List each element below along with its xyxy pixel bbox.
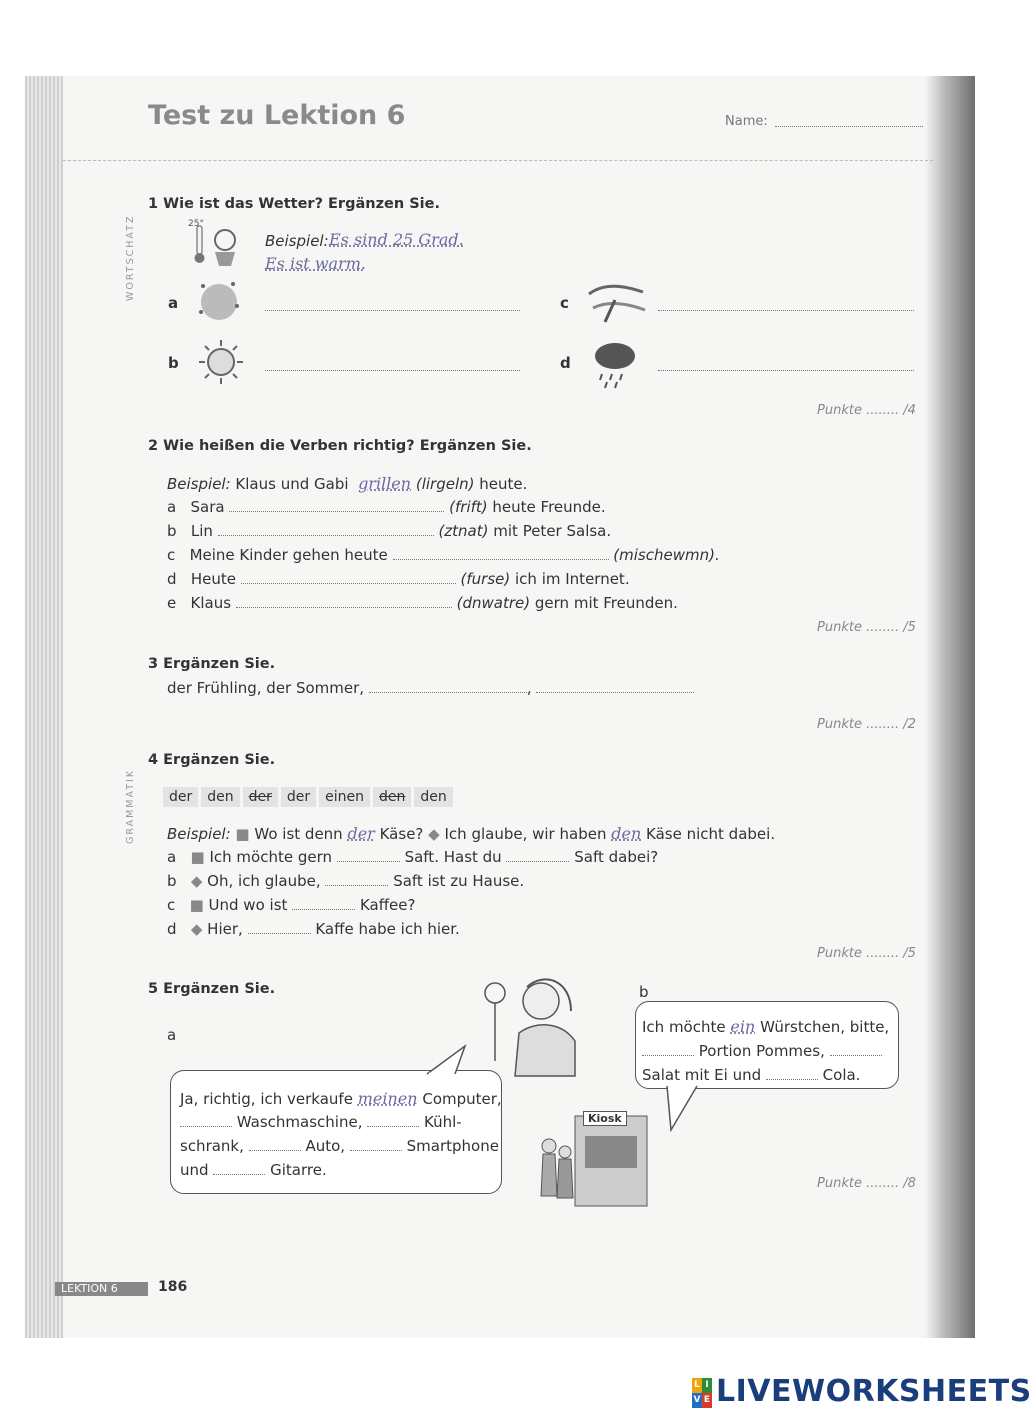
lesson-footer-tab: LEKTION 6 [55, 1282, 148, 1296]
ex2-answer-d[interactable] [241, 571, 456, 584]
ex5-a-answer-5[interactable] [213, 1162, 265, 1175]
square-bullet-icon: ■ [235, 825, 250, 843]
ex1-points: Punkte ........ /4 [817, 403, 916, 418]
ex1-letter-a: a [168, 294, 179, 312]
ex1-answer-b[interactable] [265, 358, 520, 371]
ex1-example-answer-2: Es ist warm. [265, 254, 366, 273]
ex5-a-answer-2[interactable] [367, 1114, 419, 1127]
word-chip-used: den [373, 787, 411, 807]
name-field[interactable] [775, 114, 923, 127]
ex2-points: Punkte ........ /5 [817, 620, 916, 635]
bubble-b-line-2: Portion Pommes, [642, 1042, 882, 1060]
ex3-line: der Frühling, der Sommer, , [167, 679, 694, 697]
ex5-a-answer-4[interactable] [350, 1138, 402, 1151]
page-number: 186 [158, 1279, 188, 1295]
ex3-points: Punkte ........ /2 [817, 717, 916, 732]
ex1-example-label: Beispiel: [265, 232, 329, 250]
ex5-a-answer-1[interactable] [180, 1114, 232, 1127]
ex5-a-answer-3[interactable] [249, 1138, 301, 1151]
page-title: Test zu Lektion 6 [148, 100, 406, 131]
word-chip: den [414, 787, 452, 807]
temperature-label: 25° [188, 219, 204, 229]
worksheet-page [25, 76, 975, 1338]
sun-icon [197, 338, 249, 386]
word-chip: der [163, 787, 198, 807]
ex3-answer-1[interactable] [369, 680, 527, 693]
bubble-b-line-3: Salat mit Ei und Cola. [642, 1066, 861, 1084]
word-chip-used: der [243, 787, 278, 807]
ex2-example: Beispiel: Klaus und Gabi grillen (lirgeln) heute. [167, 474, 528, 493]
book-spine [25, 76, 63, 1338]
ex2-heading: 2 Wie heißen die Verben richtig? Ergänzen Sie. [148, 438, 532, 454]
side-label-vocab: WORTSCHATZ [125, 214, 136, 301]
word-chip: einen [319, 787, 370, 807]
ex1-heading: 1 Wie ist das Wetter? Ergänzen Sie. [148, 196, 440, 212]
snow-icon [193, 276, 245, 328]
diamond-bullet-icon: ◆ [190, 920, 203, 938]
ex1-example-answer-1: Es sind 25 Grad. [329, 230, 464, 249]
ex4-item-a: a ■ Ich möchte gern Saft. Hast du Saft dabei? [167, 848, 659, 866]
ex5-heading: 5 Ergänzen Sie. [148, 981, 276, 997]
ex4-answer-b[interactable] [325, 873, 388, 886]
ex5-label-a: a [167, 1026, 177, 1044]
bubble-a-line-3: schrank, Auto, Smartphone [180, 1137, 499, 1155]
ex2-answer-c[interactable] [393, 547, 609, 560]
kiosk-sign: Kiosk [583, 1111, 627, 1126]
ex4-item-b: b ◆ Oh, ich glaube, Saft ist zu Hause. [167, 872, 525, 890]
ex4-points: Punkte ........ /5 [817, 946, 916, 961]
bubble-a-line-2: Waschmaschine, Kühl- [180, 1113, 462, 1131]
diamond-bullet-icon: ◆ [190, 872, 203, 890]
logo-cell: I [702, 1378, 712, 1393]
ex1-letter-d: d [560, 354, 571, 372]
ex4-item-d: d ◆ Hier, Kaffe habe ich hier. [167, 920, 460, 938]
ex2-answer-e[interactable] [236, 595, 452, 608]
logo-cell: V [692, 1393, 702, 1408]
word-chip: den [201, 787, 239, 807]
speech-bubble-a-tail [425, 1044, 475, 1076]
ex4-heading: 4 Ergänzen Sie. [148, 752, 276, 768]
bubble-a-line-1: Ja, richtig, ich verkaufe meinen Computer, [180, 1089, 502, 1108]
ex4-answer-a1[interactable] [337, 849, 400, 862]
liveworksheets-logo [692, 1378, 712, 1408]
ex1-answer-a[interactable] [265, 298, 520, 311]
ex2-item-b: b Lin (ztnat) mit Peter Salsa. [167, 522, 612, 540]
wind-icon [585, 276, 649, 328]
bubble-b-line-1: Ich möchte ein Würstchen, bitte, [642, 1017, 890, 1036]
logo-cell: E [702, 1393, 712, 1408]
rain-icon [590, 338, 640, 390]
bubble-a-line-4: und Gitarre. [180, 1161, 327, 1179]
side-label-grammar: GRAMMATIK [125, 768, 136, 844]
ex2-item-a: a Sara (frift) heute Freunde. [167, 498, 606, 516]
ex2-answer-b[interactable] [218, 523, 434, 536]
ex5-b-answer-3[interactable] [766, 1067, 818, 1080]
ex5-label-b: b [639, 983, 649, 1001]
ex4-word-bank [163, 786, 456, 807]
ex2-item-d: d Heute (furse) ich im Internet. [167, 570, 630, 588]
ex4-answer-a2[interactable] [506, 849, 569, 862]
liveworksheets-brand: LIVEWORKSHEETS [716, 1374, 1032, 1409]
ex1-letter-c: c [560, 294, 569, 312]
ex3-heading: 3 Ergänzen Sie. [148, 656, 276, 672]
logo-cell: L [692, 1378, 702, 1393]
ex3-answer-2[interactable] [536, 680, 694, 693]
speech-bubble-b-tail [663, 1084, 703, 1134]
square-bullet-icon: ■ [190, 848, 205, 866]
word-chip: der [281, 787, 316, 807]
ex5-b-answer-1[interactable] [642, 1043, 694, 1056]
ex4-example: Beispiel: ■ Wo ist denn der Käse? ◆ Ich glaube, wir haben den Käse nicht dabei. [167, 824, 776, 843]
ex5-points: Punkte ........ /8 [817, 1176, 916, 1191]
ex4-answer-d[interactable] [248, 921, 311, 934]
ex1-answer-c[interactable] [658, 298, 914, 311]
ex4-item-c: c ■ Und wo ist Kaffee? [167, 896, 416, 914]
ex2-item-c: c Meine Kinder gehen heute (mischewmn). [167, 546, 720, 564]
ex5-b-answer-2[interactable] [830, 1043, 882, 1056]
diamond-bullet-icon: ◆ [428, 825, 440, 843]
name-label: Name: [725, 114, 768, 129]
square-bullet-icon: ■ [189, 896, 204, 914]
ex1-answer-d[interactable] [658, 358, 914, 371]
header-divider [63, 160, 933, 161]
page-curl-shadow [925, 76, 975, 1338]
ex2-item-e: e Klaus (dnwatre) gern mit Freunden. [167, 594, 678, 612]
ex4-answer-c[interactable] [292, 897, 355, 910]
ex2-answer-a[interactable] [229, 499, 444, 512]
ex2-example-answer: grillen [358, 474, 412, 493]
ex1-letter-b: b [168, 354, 179, 372]
